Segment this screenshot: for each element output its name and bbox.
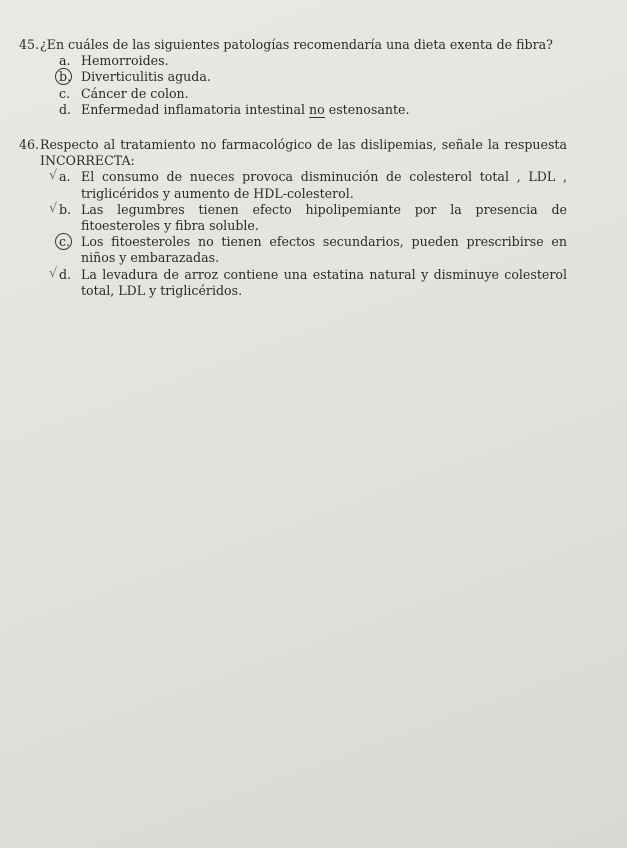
option-letter xyxy=(49,265,81,299)
option-letter-text: d. xyxy=(59,266,72,282)
option-text: La levadura de arroz contiene una estatina natural y disminuye colesterol total, LDL y triglicéridos. xyxy=(81,266,567,298)
question-number: 46. xyxy=(19,137,40,152)
question-number: 45. xyxy=(19,37,40,52)
question-46 xyxy=(19,137,567,299)
option-text-start: Enfermedad inflamatoria intestinal xyxy=(81,101,310,117)
option-text: Hemorroides. xyxy=(81,53,169,69)
option-letter: c. xyxy=(59,85,71,101)
option-c xyxy=(59,86,609,102)
question-45 xyxy=(19,37,609,118)
option-letter-text: b. xyxy=(59,201,72,217)
option-text xyxy=(81,102,609,118)
option-a xyxy=(59,53,609,69)
underlined-word: no xyxy=(309,101,325,117)
option-text: El consumo de nueces provoca disminución de colesterol total , LDL , triglicéridos y aumento de HDL-colesterol. xyxy=(81,169,567,201)
check-mark-icon: √ xyxy=(49,265,58,281)
option-d xyxy=(49,265,567,299)
option-text: Las legumbres tienen efecto hipolipemiante por la presencia de fitoesteroles y fibra soluble. xyxy=(81,201,567,234)
option-letter-text: c. xyxy=(59,234,71,250)
option-c xyxy=(59,234,567,266)
option-d xyxy=(59,102,609,118)
question-text: ¿En cuáles de las siguientes patologías recomendaría una dieta exenta de fibra? xyxy=(40,37,553,52)
option-b xyxy=(59,69,609,85)
option-letter-text: b. xyxy=(59,69,72,85)
options-list xyxy=(49,168,567,299)
option-text-end: estenosante. xyxy=(324,101,410,117)
option-text: Diverticulitis aguda. xyxy=(81,69,211,85)
check-mark-icon: √ xyxy=(49,168,58,184)
option-text: Cáncer de colon. xyxy=(81,85,189,101)
option-letter xyxy=(49,200,81,234)
option-text: Los fitoesteroles no tienen efectos secundarios, pueden prescribirse en niños y embarazadas. xyxy=(81,234,567,266)
option-letter xyxy=(49,168,81,201)
options-list xyxy=(59,53,609,118)
check-mark-icon: √ xyxy=(49,200,58,216)
question-text: Respecto al tratamiento no farmacológico de las dislipemias, señale la respuesta INCORRECTA: xyxy=(40,137,567,169)
option-a xyxy=(49,168,567,201)
option-letter-text: a. xyxy=(59,169,71,185)
option-letter: a. xyxy=(59,53,71,69)
option-letter xyxy=(59,234,81,266)
option-letter xyxy=(59,69,81,85)
option-letter: d. xyxy=(59,101,72,117)
option-b xyxy=(49,200,567,234)
